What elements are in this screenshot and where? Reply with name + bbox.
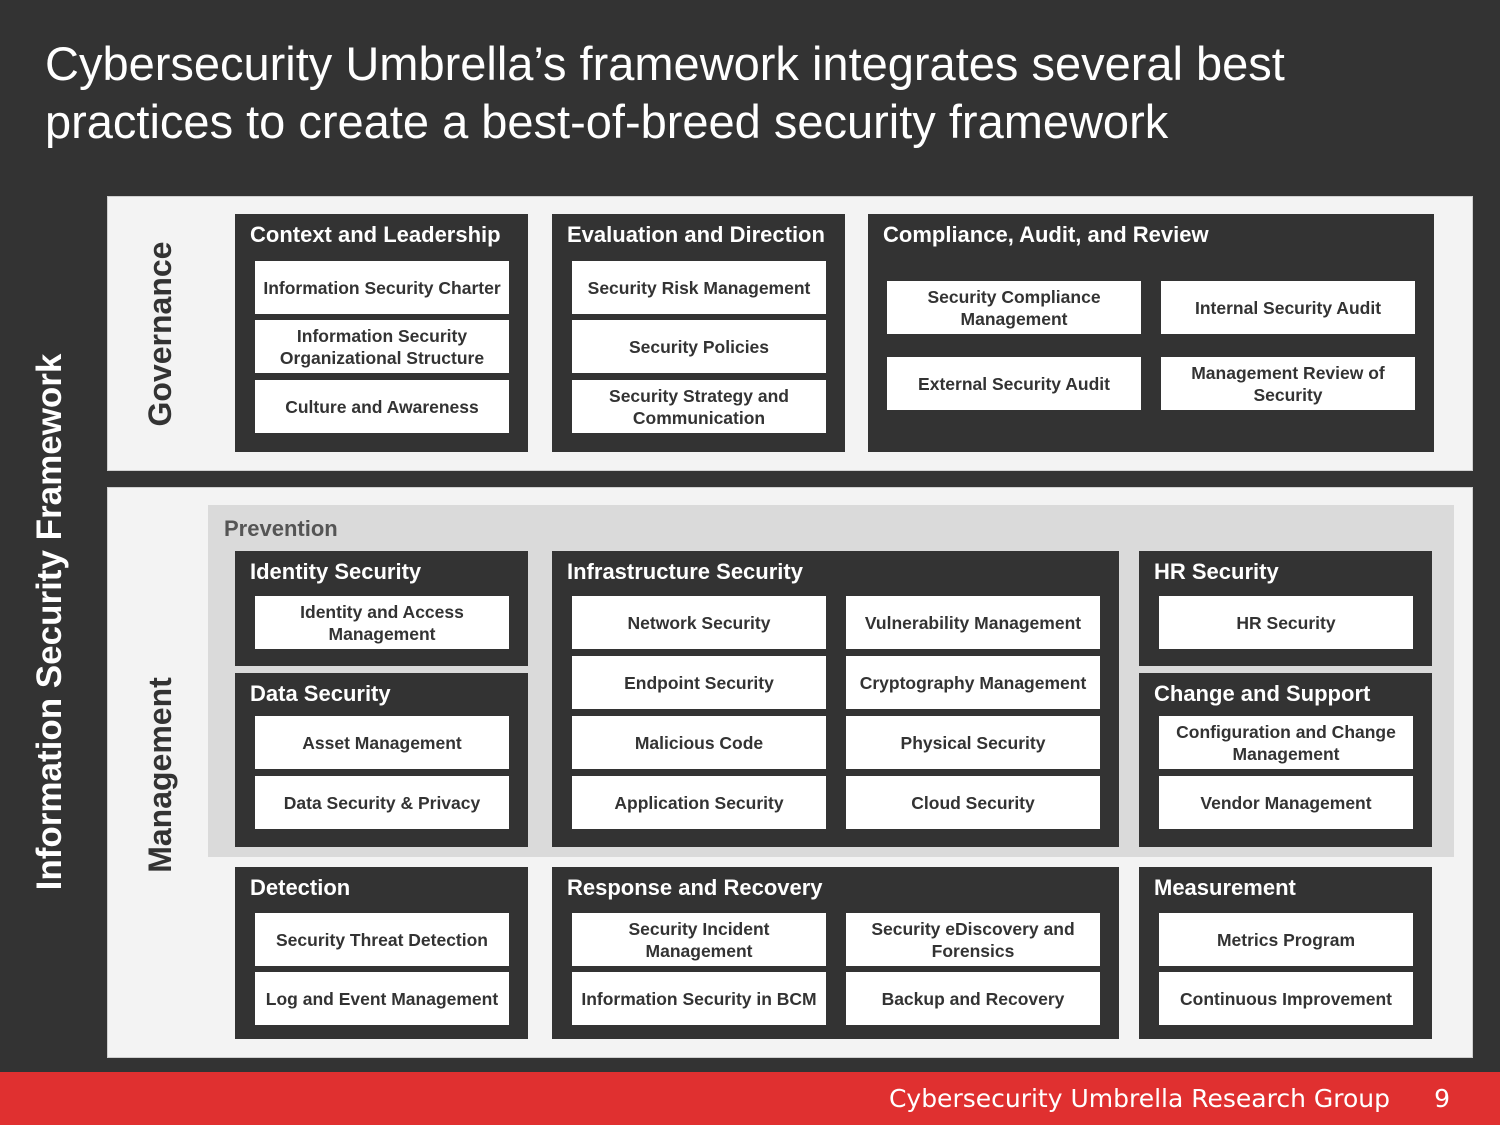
group-identity-security: [235, 551, 528, 666]
group-title: Data Security: [250, 681, 391, 706]
item-infosec-in-bcm: Information Security in BCM: [572, 972, 826, 1025]
group-compliance-audit-review: [868, 214, 1434, 452]
item-network-security: Network Security: [572, 596, 826, 649]
item-endpoint-security: Endpoint Security: [572, 656, 826, 709]
group-response-recovery: [552, 867, 1119, 1039]
prevention-label: Prevention: [224, 516, 338, 541]
item-identity-access-management: Identity and Access Management: [255, 596, 509, 649]
item-continuous-improvement: Continuous Improvement: [1159, 972, 1413, 1025]
group-title: Response and Recovery: [567, 875, 823, 900]
item-vulnerability-management: Vulnerability Management: [846, 596, 1100, 649]
group-title: Context and Leadership: [250, 222, 501, 247]
item-malicious-code: Malicious Code: [572, 716, 826, 769]
item-external-security-audit: External Security Audit: [887, 357, 1141, 410]
item-vendor-management: Vendor Management: [1159, 776, 1413, 829]
item-asset-management: Asset Management: [255, 716, 509, 769]
item-cloud-security: Cloud Security: [846, 776, 1100, 829]
item-security-threat-detection: Security Threat Detection: [255, 913, 509, 966]
item-physical-security: Physical Security: [846, 716, 1100, 769]
item-cryptography-management: Cryptography Management: [846, 656, 1100, 709]
group-title: Detection: [250, 875, 351, 900]
group-title: Compliance, Audit, and Review: [883, 222, 1209, 247]
group-title: Change and Support: [1154, 681, 1371, 706]
item-information-security-org-structure: Information Security Organizational Structure: [255, 320, 509, 373]
footer-bar: [0, 1072, 1500, 1125]
page-number: 9: [1434, 1084, 1450, 1113]
item-configuration-change-management: Configuration and Change Management: [1159, 716, 1413, 769]
group-title: Infrastructure Security: [567, 559, 803, 584]
group-title: Evaluation and Direction: [567, 222, 825, 247]
group-data-security: [235, 673, 528, 847]
framework-label: Information Security Framework: [30, 353, 69, 891]
group-title: Identity Security: [250, 559, 422, 584]
governance-label: Governance: [142, 241, 178, 427]
item-backup-recovery: Backup and Recovery: [846, 972, 1100, 1025]
group-title: Measurement: [1154, 875, 1296, 900]
slide-title: Cybersecurity Umbrella’s framework integrates several best practices to create a best-of-breed security framework: [45, 37, 1285, 148]
item-security-compliance-management: Security Compliance Management: [887, 281, 1141, 334]
item-management-review: Management Review of Security: [1161, 357, 1415, 410]
group-detection: [235, 867, 528, 1039]
item-data-security-privacy: Data Security & Privacy: [255, 776, 509, 829]
item-internal-security-audit: Internal Security Audit: [1161, 281, 1415, 334]
item-application-security: Application Security: [572, 776, 826, 829]
item-hr-security: HR Security: [1159, 596, 1413, 649]
group-evaluation-direction: [552, 214, 845, 452]
group-measurement: [1139, 867, 1432, 1039]
item-security-incident-management: Security Incident Management: [572, 913, 826, 966]
group-hr-security: [1139, 551, 1432, 666]
item-information-security-charter: Information Security Charter: [255, 261, 509, 314]
group-title: HR Security: [1154, 559, 1279, 584]
item-security-risk-management: Security Risk Management: [572, 261, 826, 314]
item-metrics-program: Metrics Program: [1159, 913, 1413, 966]
group-change-support: [1139, 673, 1432, 847]
item-culture-awareness: Culture and Awareness: [255, 380, 509, 433]
group-context-leadership: [235, 214, 528, 452]
footer-text: Cybersecurity Umbrella Research Group: [888, 1084, 1390, 1113]
management-label: Management: [142, 677, 178, 873]
item-security-policies: Security Policies: [572, 320, 826, 373]
item-security-strategy: Security Strategy and Communication: [572, 380, 826, 433]
item-log-event-management: Log and Event Management: [255, 972, 509, 1025]
group-infrastructure-security: [552, 551, 1119, 847]
item-ediscovery-forensics: Security eDiscovery and Forensics: [846, 913, 1100, 966]
